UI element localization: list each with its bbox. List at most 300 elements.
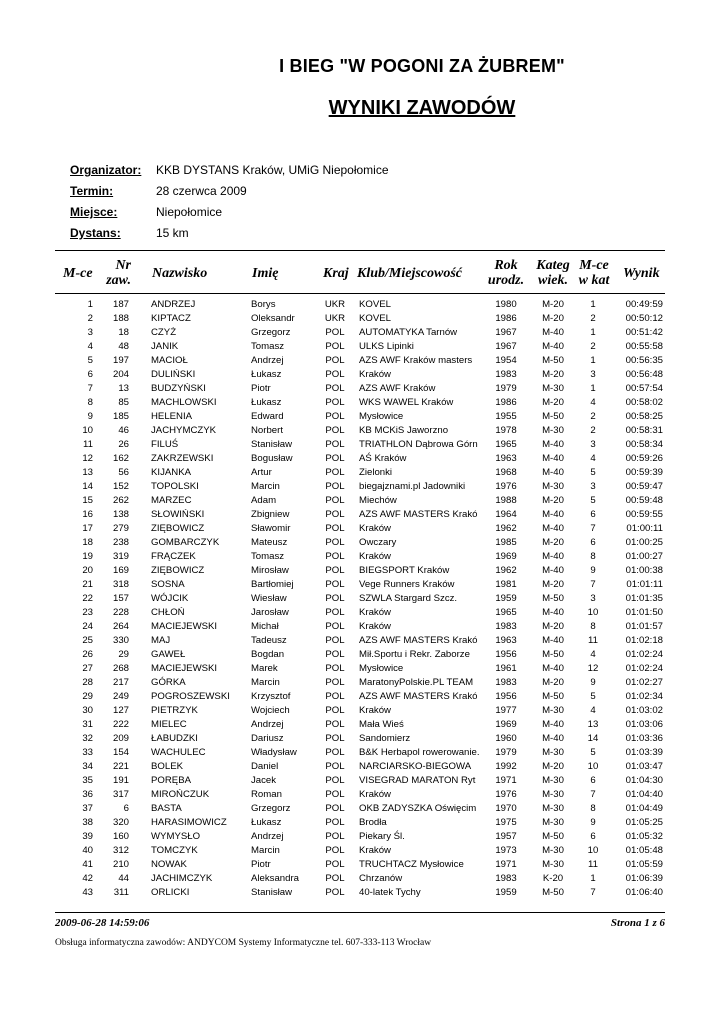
cell-category-place: 3 — [590, 439, 596, 450]
cell-country: POL — [325, 425, 345, 436]
cell-country: POL — [325, 355, 345, 366]
cell-bib: 29 — [118, 649, 129, 660]
cell-firstname: Marcin — [251, 845, 280, 856]
table-row — [55, 872, 665, 886]
cell-birth-year: 1976 — [495, 789, 517, 800]
cell-place: 29 — [82, 691, 93, 702]
cell-category-place: 5 — [590, 495, 596, 506]
cell-place: 14 — [82, 481, 93, 492]
cell-category: M-40 — [542, 453, 564, 464]
cell-birth-year: 1979 — [495, 383, 517, 394]
cell-time: 00:58:25 — [625, 411, 663, 422]
header-mce: M-ce — [63, 266, 93, 281]
cell-country: POL — [325, 579, 345, 590]
cell-category-place: 6 — [590, 775, 596, 786]
cell-bib: 160 — [112, 831, 129, 842]
cell-surname: BASTA — [151, 803, 182, 814]
header-wynik: Wynik — [623, 266, 660, 281]
cell-surname: POGROSZEWSKI — [151, 691, 230, 702]
cell-bib: 169 — [112, 565, 129, 576]
cell-bib: 319 — [112, 551, 129, 562]
cell-place: 38 — [82, 817, 93, 828]
cell-category: M-40 — [542, 327, 564, 338]
cell-time: 01:04:49 — [625, 803, 663, 814]
cell-club: Chrzanów — [359, 873, 403, 884]
cell-club: Sandomierz — [359, 733, 411, 744]
cell-birth-year: 1964 — [495, 509, 517, 520]
cell-country: POL — [325, 467, 345, 478]
cell-category: M-30 — [542, 859, 564, 870]
cell-club: Kraków — [359, 607, 391, 618]
cell-firstname: Marcin — [251, 481, 280, 492]
cell-country: POL — [325, 411, 345, 422]
cell-bib: 221 — [112, 761, 129, 772]
cell-country: POL — [325, 621, 345, 632]
cell-bib: 127 — [112, 705, 129, 716]
header-nr — [103, 258, 131, 288]
cell-firstname: Zbigniew — [251, 509, 290, 520]
table-row — [55, 802, 665, 816]
meta-label: Termin: — [70, 184, 114, 198]
cell-place: 13 — [82, 467, 93, 478]
header-mkat-line2: w kat — [578, 273, 610, 288]
cell-surname: ZIĘBOWICZ — [151, 565, 205, 576]
header-kraj: Kraj — [323, 266, 349, 281]
cell-bib: 188 — [112, 313, 129, 324]
cell-bib: 185 — [112, 411, 129, 422]
cell-club: SZWLA Stargard Szcz. — [359, 593, 458, 604]
results-heading: WYNIKI ZAWODÓW — [328, 97, 516, 119]
table-row — [55, 536, 665, 550]
cell-firstname: Tomasz — [251, 341, 285, 352]
table-row — [55, 704, 665, 718]
cell-surname: PIETRZYK — [151, 705, 198, 716]
cell-time: 01:00:27 — [625, 551, 663, 562]
cell-place: 12 — [82, 453, 93, 464]
cell-firstname: Daniel — [251, 761, 279, 772]
cell-place: 41 — [82, 859, 93, 870]
cell-surname: ANDRZEJ — [151, 299, 196, 310]
cell-bib: 85 — [118, 397, 129, 408]
table-row — [55, 634, 665, 648]
cell-country: POL — [325, 817, 345, 828]
cell-place: 7 — [87, 383, 93, 394]
cell-place: 6 — [87, 369, 93, 380]
cell-surname: MACIOŁ — [151, 355, 188, 366]
cell-category: M-30 — [542, 775, 564, 786]
print-timestamp: 2009-06-28 14:59:06 — [55, 917, 150, 929]
cell-surname: PORĘBA — [151, 775, 191, 786]
cell-club: Mysłowice — [359, 663, 404, 674]
cell-surname: BUDZYŃSKI — [151, 383, 206, 394]
cell-club: Mił.Sportu i Rekr. Zaborze — [359, 649, 470, 660]
table-row — [55, 578, 665, 592]
cell-time: 00:59:48 — [625, 495, 663, 506]
cell-club: B&K Herbapol rowerowanie. — [359, 747, 480, 758]
cell-bib: 48 — [118, 341, 129, 352]
cell-category: M-50 — [542, 593, 564, 604]
header-kategoria — [531, 258, 575, 288]
cell-birth-year: 1968 — [495, 467, 517, 478]
page-indicator: Strona 1 z 6 — [610, 917, 665, 929]
cell-club: AŚ Kraków — [359, 453, 407, 464]
cell-bib: 318 — [112, 579, 129, 590]
cell-category: M-50 — [542, 649, 564, 660]
table-row — [55, 312, 665, 326]
cell-club: Kraków — [359, 369, 391, 380]
cell-surname: ORLICKI — [151, 887, 190, 898]
cell-category: M-30 — [542, 747, 564, 758]
cell-category: M-40 — [542, 439, 564, 450]
cell-country: POL — [325, 803, 345, 814]
table-row — [55, 564, 665, 578]
cell-category: M-40 — [542, 719, 564, 730]
cell-place: 36 — [82, 789, 93, 800]
header-klub: Klub/Miejscowość — [357, 266, 463, 281]
cell-category-place: 6 — [590, 537, 596, 548]
cell-time: 01:03:36 — [625, 733, 663, 744]
cell-place: 8 — [87, 397, 93, 408]
cell-birth-year: 1967 — [495, 341, 517, 352]
cell-place: 33 — [82, 747, 93, 758]
cell-birth-year: 1965 — [495, 439, 517, 450]
cell-birth-year: 1960 — [495, 733, 517, 744]
table-row — [55, 816, 665, 830]
cell-time: 00:56:35 — [625, 355, 663, 366]
meta-value: KKB DYSTANS Kraków, UMiG Niepołomice — [156, 163, 389, 177]
cell-category: M-40 — [542, 509, 564, 520]
table-row — [55, 620, 665, 634]
table-row — [55, 690, 665, 704]
cell-firstname: Andrzej — [251, 355, 284, 366]
cell-time: 01:02:24 — [625, 649, 663, 660]
cell-category-place: 4 — [590, 453, 596, 464]
cell-birth-year: 1967 — [495, 327, 517, 338]
cell-firstname: Wiesław — [251, 593, 287, 604]
cell-surname: KIJANKA — [151, 467, 191, 478]
table-row — [55, 382, 665, 396]
cell-birth-year: 1955 — [495, 411, 517, 422]
cell-surname: MIROŃCZUK — [151, 789, 210, 800]
table-row — [55, 410, 665, 424]
cell-category: M-50 — [542, 355, 564, 366]
header-nr-line2: zaw. — [106, 273, 131, 288]
cell-birth-year: 1970 — [495, 803, 517, 814]
cell-category-place: 8 — [590, 551, 596, 562]
cell-category-place: 2 — [590, 425, 596, 436]
cell-country: POL — [325, 327, 345, 338]
cell-time: 01:03:06 — [625, 719, 663, 730]
table-row — [55, 774, 665, 788]
cell-category-place: 10 — [587, 761, 599, 772]
cell-time: 01:05:32 — [625, 831, 663, 842]
cell-place: 21 — [82, 579, 93, 590]
table-row — [55, 788, 665, 802]
cell-place: 17 — [82, 523, 93, 534]
cell-place: 31 — [82, 719, 93, 730]
cell-category-place: 1 — [590, 355, 596, 366]
cell-time: 00:59:39 — [625, 467, 663, 478]
cell-time: 00:58:31 — [625, 425, 663, 436]
event-title: I BIEG "W POGONI ZA ŻUBREM" — [279, 56, 565, 76]
cell-club: 40-latek Tychy — [359, 887, 421, 898]
cell-place: 39 — [82, 831, 93, 842]
cell-place: 3 — [87, 327, 93, 338]
cell-firstname: Adam — [251, 495, 277, 506]
table-row — [55, 732, 665, 746]
cell-firstname: Tomasz — [251, 551, 285, 562]
cell-bib: 154 — [112, 747, 129, 758]
cell-country: POL — [325, 691, 345, 702]
cell-club: Zielonki — [359, 467, 393, 478]
cell-country: POL — [325, 495, 345, 506]
cell-category-place: 3 — [590, 481, 596, 492]
cell-country: POL — [325, 523, 345, 534]
table-row — [55, 662, 665, 676]
cell-time: 01:04:40 — [625, 789, 663, 800]
cell-category: M-40 — [542, 551, 564, 562]
cell-surname: JACHIMCZYK — [151, 873, 213, 884]
cell-place: 15 — [82, 495, 93, 506]
cell-club: Brodła — [359, 817, 387, 828]
cell-category-place: 9 — [590, 817, 596, 828]
cell-surname: GOMBARCZYK — [151, 537, 220, 548]
cell-firstname: Bogdan — [251, 649, 285, 660]
cell-place: 28 — [82, 677, 93, 688]
cell-time: 01:05:25 — [625, 817, 663, 828]
cell-birth-year: 1965 — [495, 607, 517, 618]
cell-category-place: 1 — [590, 873, 596, 884]
cell-category: M-20 — [542, 537, 564, 548]
cell-category: M-20 — [542, 579, 564, 590]
cell-club: Kraków — [359, 621, 391, 632]
table-row — [55, 676, 665, 690]
cell-firstname: Łukasz — [251, 397, 282, 408]
cell-country: POL — [325, 635, 345, 646]
cell-bib: 191 — [112, 775, 129, 786]
cell-category-place: 10 — [587, 845, 599, 856]
cell-place: 43 — [82, 887, 93, 898]
cell-category: M-40 — [542, 663, 564, 674]
table-row — [55, 466, 665, 480]
cell-birth-year: 1959 — [495, 887, 517, 898]
cell-category: M-50 — [542, 691, 564, 702]
cell-category-place: 9 — [590, 677, 596, 688]
cell-firstname: Artur — [251, 467, 272, 478]
table-row — [55, 648, 665, 662]
cell-time: 01:01:57 — [625, 621, 663, 632]
cell-surname: FILUŚ — [151, 439, 179, 450]
cell-club: WKS WAWEL Kraków — [359, 397, 454, 408]
cell-place: 1 — [87, 299, 93, 310]
cell-bib: 279 — [112, 523, 129, 534]
header-nr-line1: Nr — [115, 258, 131, 273]
cell-club: Kraków — [359, 789, 391, 800]
header-imie: Imię — [252, 266, 279, 281]
cell-place: 40 — [82, 845, 93, 856]
cell-bib: 249 — [112, 691, 129, 702]
cell-country: POL — [325, 761, 345, 772]
cell-country: UKR — [324, 313, 346, 324]
cell-surname: ZIĘBOWICZ — [151, 523, 205, 534]
cell-country: POL — [325, 537, 345, 548]
cell-time: 00:56:48 — [625, 369, 663, 380]
cell-category: M-30 — [542, 383, 564, 394]
cell-time: 01:01:11 — [626, 579, 663, 590]
cell-birth-year: 1954 — [495, 355, 517, 366]
cell-firstname: Grzegorz — [251, 803, 291, 814]
cell-birth-year: 1976 — [495, 481, 517, 492]
cell-birth-year: 1956 — [495, 691, 517, 702]
cell-club: Kraków — [359, 523, 391, 534]
cell-time: 00:55:58 — [625, 341, 663, 352]
cell-category: M-20 — [542, 677, 564, 688]
cell-category: M-40 — [542, 565, 564, 576]
cell-category: M-40 — [542, 607, 564, 618]
cell-place: 5 — [87, 355, 93, 366]
cell-club: MaratonyPolskie.PL TEAM — [359, 677, 474, 688]
cell-surname: WYMYSŁO — [151, 831, 201, 842]
cell-category: M-30 — [542, 481, 564, 492]
cell-time: 00:59:55 — [625, 509, 663, 520]
cell-club: Mysłowice — [359, 411, 404, 422]
header-rok-line1: Rok — [494, 258, 518, 273]
cell-bib: 197 — [112, 355, 129, 366]
cell-place: 32 — [82, 733, 93, 744]
cell-bib: 330 — [112, 635, 129, 646]
cell-country: POL — [325, 551, 345, 562]
cell-firstname: Borys — [251, 299, 276, 310]
cell-category: M-40 — [542, 523, 564, 534]
cell-place: 25 — [82, 635, 93, 646]
cell-firstname: Jarosław — [251, 607, 289, 618]
cell-time: 01:00:25 — [625, 537, 663, 548]
cell-country: POL — [325, 453, 345, 464]
cell-birth-year: 1962 — [495, 523, 517, 534]
cell-club: VISEGRAD MARATON Ryt — [359, 775, 476, 786]
cell-bib: 312 — [112, 845, 129, 856]
cell-surname: WÓJCIK — [151, 593, 189, 604]
cell-place: 2 — [87, 313, 93, 324]
cell-category-place: 6 — [590, 509, 596, 520]
cell-surname: FRĄCZEK — [151, 551, 196, 562]
cell-firstname: Michał — [251, 621, 279, 632]
cell-category: M-20 — [542, 313, 564, 324]
cell-club: Piekary Śl. — [359, 831, 405, 842]
cell-category-place: 1 — [590, 383, 596, 394]
results-table-body — [55, 298, 665, 900]
table-row — [55, 508, 665, 522]
table-row — [55, 858, 665, 872]
cell-birth-year: 1973 — [495, 845, 517, 856]
cell-bib: 187 — [112, 299, 129, 310]
cell-firstname: Tadeusz — [251, 635, 287, 646]
table-header — [55, 257, 665, 291]
cell-place: 37 — [82, 803, 93, 814]
header-bottom-rule — [55, 293, 665, 294]
cell-country: POL — [325, 789, 345, 800]
cell-club: ULKS Lipinki — [359, 341, 414, 352]
cell-firstname: Łukasz — [251, 369, 282, 380]
cell-country: POL — [325, 383, 345, 394]
cell-country: POL — [325, 397, 345, 408]
cell-category: M-20 — [542, 761, 564, 772]
cell-surname: BOLEK — [151, 761, 183, 772]
cell-birth-year: 1981 — [495, 579, 517, 590]
footer-rule — [55, 912, 665, 913]
table-row — [55, 844, 665, 858]
cell-time: 00:58:02 — [625, 397, 663, 408]
cell-club: Kraków — [359, 705, 391, 716]
footer-info: Obsługa informatyczna zawodów: ANDYCOM Systemy Informatyczne tel. 607-333-113 Wrocław — [55, 938, 432, 948]
cell-firstname: Mirosław — [251, 565, 289, 576]
cell-firstname: Krzysztof — [251, 691, 291, 702]
cell-category-place: 3 — [590, 369, 596, 380]
cell-surname: JANIK — [151, 341, 179, 352]
table-row — [55, 522, 665, 536]
table-row — [55, 718, 665, 732]
cell-country: POL — [325, 873, 345, 884]
cell-surname: SOSNA — [151, 579, 185, 590]
cell-birth-year: 1975 — [495, 817, 517, 828]
cell-club: OKB ZADYSZKA Oświęcim — [359, 803, 477, 814]
cell-birth-year: 1957 — [495, 831, 517, 842]
cell-firstname: Władysław — [251, 747, 297, 758]
cell-category: M-20 — [542, 299, 564, 310]
cell-bib: 311 — [113, 887, 129, 898]
cell-time: 00:51:42 — [625, 327, 663, 338]
cell-birth-year: 1986 — [495, 313, 517, 324]
cell-place: 4 — [87, 341, 93, 352]
cell-place: 30 — [82, 705, 93, 716]
cell-country: POL — [325, 677, 345, 688]
cell-club: biegajznami.pl Jadowniki — [359, 481, 466, 492]
cell-place: 27 — [82, 663, 93, 674]
cell-category-place: 8 — [590, 621, 596, 632]
cell-place: 34 — [82, 761, 93, 772]
cell-club: AZS AWF MASTERS Krakó — [359, 691, 478, 702]
cell-surname: HARASIMOWICZ — [151, 817, 227, 828]
cell-surname: ZAKRZEWSKI — [151, 453, 214, 464]
cell-category-place: 7 — [590, 887, 596, 898]
cell-firstname: Łukasz — [251, 817, 282, 828]
cell-country: POL — [325, 593, 345, 604]
cell-time: 01:01:50 — [625, 607, 663, 618]
cell-category-place: 4 — [590, 397, 596, 408]
cell-birth-year: 1971 — [495, 859, 517, 870]
cell-category-place: 9 — [590, 565, 596, 576]
cell-category: M-50 — [542, 887, 564, 898]
cell-category-place: 12 — [587, 663, 599, 674]
cell-category-place: 2 — [590, 341, 596, 352]
meta-place — [70, 205, 222, 219]
cell-birth-year: 1963 — [495, 453, 517, 464]
header-mce-kat — [573, 258, 615, 288]
cell-category-place: 13 — [587, 719, 599, 730]
cell-club: Owczary — [359, 537, 397, 548]
table-row — [55, 368, 665, 382]
cell-surname: CHŁOŃ — [151, 607, 185, 618]
cell-surname: TOPOLSKI — [151, 481, 199, 492]
cell-surname: NOWAK — [151, 859, 187, 870]
cell-surname: GÓRKA — [151, 677, 186, 688]
cell-country: POL — [325, 565, 345, 576]
cell-category-place: 10 — [587, 607, 599, 618]
cell-surname: HELENIA — [151, 411, 193, 422]
cell-bib: 268 — [112, 663, 129, 674]
cell-category-place: 7 — [590, 789, 596, 800]
cell-bib: 228 — [112, 607, 129, 618]
